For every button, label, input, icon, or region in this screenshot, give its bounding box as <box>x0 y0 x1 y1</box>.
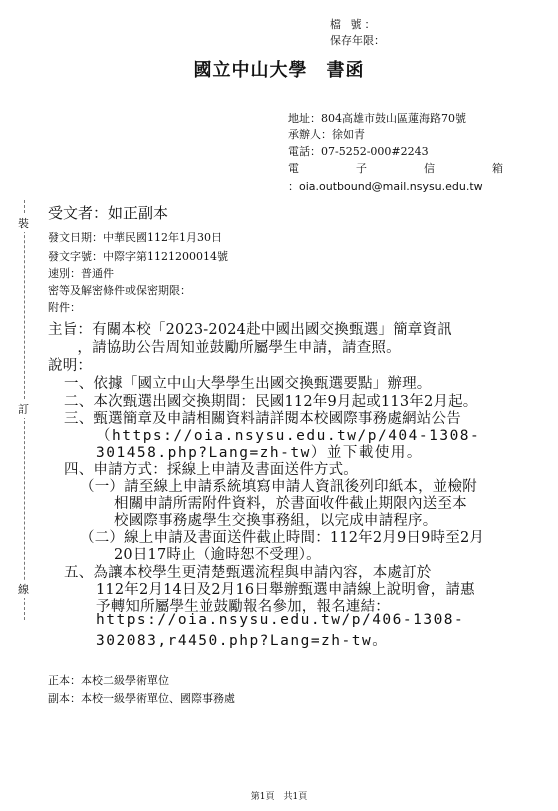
item-4-2-line-1: （二）線上申請及書面送件截止時間：112年2月9日9時至2月 <box>80 530 485 546</box>
item-5-url-line-2: 302083,r4450.php?Lang=zh-tw。 <box>96 633 389 649</box>
item-4-1-line-1: （一）請至線上申請系統填寫申請人資訊後列印紙本，並檢附 <box>80 479 477 495</box>
secrecy-level: 密等及解密條件或保密期限： <box>48 284 191 297</box>
binding-char-zhuang: 裝 <box>18 214 29 232</box>
item-3-url-line-1: （https://oia.nsysu.edu.tw/p/404-1308- <box>96 428 481 444</box>
email-label-char: 子 <box>356 162 367 175</box>
sender-email-label <box>288 160 503 176</box>
item-4-1-line-2: 相關申請所需附件資料，於書面收件截止期限內送至本 <box>114 496 467 512</box>
binding-char-ding: 訂 <box>18 400 29 418</box>
attachment: 附件： <box>48 301 81 314</box>
item-4-2-line-2: 20日17時止（逾時恕不受理）。 <box>114 547 321 563</box>
email-label-char: 電 <box>288 162 299 175</box>
subject-line-1: 主旨：有關本校「2023-2024赴中國出國交換甄選」簡章資訊 <box>48 322 452 338</box>
document-title: 國立中山大學 書函 <box>193 60 365 81</box>
issue-date: 發文日期：中華民國112年1月30日 <box>48 231 222 244</box>
page-number: 第1頁 共1頁 <box>250 792 308 802</box>
recipient: 受文者：如正副本 <box>48 204 169 222</box>
sender-handler: 承辦人：徐如青 <box>288 128 365 141</box>
explanation-label: 說明： <box>48 358 93 374</box>
delivery-speed: 速別：普通件 <box>48 267 114 280</box>
item-3: 三、甄選簡章及申請相關資料請詳閱本校國際事務處網站公告 <box>64 411 461 427</box>
item-4-1-line-3: 校國際事務處學生交換事務組，以完成申請程序。 <box>114 513 438 529</box>
sender-email: ：oia.outbound@mail.nsysu.edu.tw <box>288 180 483 193</box>
item-5-line-2: 112年2月14日及2月16日舉辦甄選申請線上說明會，請惠 <box>96 582 475 598</box>
original-recipients: 正本：本校二級學術單位 <box>48 674 169 687</box>
item-2: 二、本次甄選出國交換期間：民國112年9月起或113年2月起。 <box>64 394 478 410</box>
item-5-url-line-1: https://oia.nsysu.edu.tw/p/406-1308- <box>96 612 465 628</box>
file-number-label: 檔 號： <box>330 18 379 31</box>
item-1: 一、依據「國立中山大學學生出國交換甄選要點」辦理。 <box>64 376 432 392</box>
subject-line-2: ，請協助公告周知並鼓勵所屬學生申請，請查照。 <box>48 340 401 356</box>
sender-address: 地址：804高雄市鼓山區蓮海路70號 <box>288 112 466 125</box>
document-number: 發文字號：中際字第1121200014號 <box>48 250 228 263</box>
email-label-char: 信 <box>424 162 435 175</box>
binding-char-xian: 線 <box>18 580 29 598</box>
item-4: 四、申請方式：採線上申請及書面送件方式。 <box>64 462 358 478</box>
copy-recipients: 副本：本校一級學術單位、國際事務處 <box>48 692 235 705</box>
sender-phone: 電話：07-5252-000#2243 <box>288 145 429 158</box>
item-5-line-3: 予轉知所屬學生並鼓勵報名參加，報名連結： <box>96 599 390 615</box>
item-3-url-line-2: 301458.php?Lang=zh-tw）並下載使用。 <box>96 445 423 461</box>
item-5-line-1: 五、為讓本校學生更清楚甄選流程與申請內容，本處訂於 <box>64 565 432 581</box>
retention-period-label: 保存年限： <box>330 34 385 47</box>
email-label-char: 箱 <box>492 162 503 175</box>
